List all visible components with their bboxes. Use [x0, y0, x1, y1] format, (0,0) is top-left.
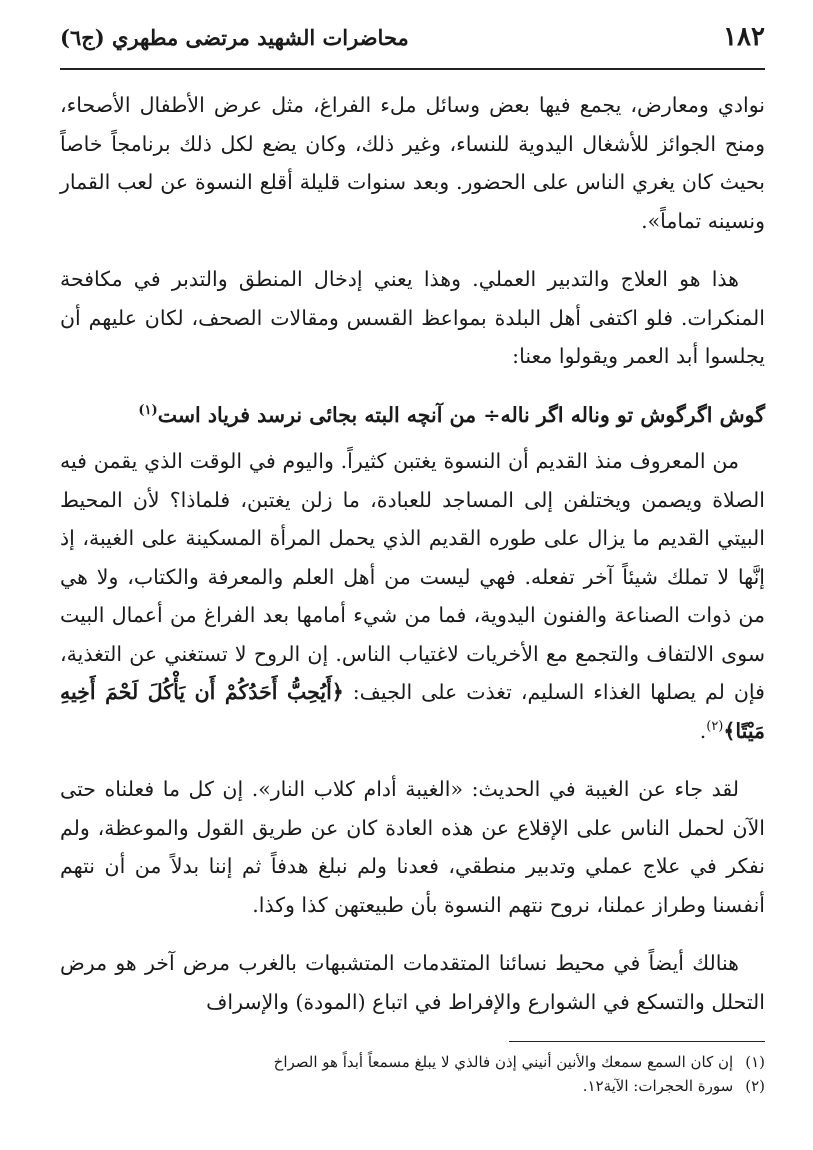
footnote-text: إن كان السمع سمعك والأنين أنيني إذن فالذي لا يبلغ مسمعاً أبداً هو الصراخ	[273, 1053, 734, 1071]
footnote-number: (١)	[745, 1053, 765, 1071]
paragraph	[60, 944, 765, 1021]
paragraph	[60, 770, 765, 924]
footnote-marker: (٢)	[706, 718, 724, 734]
footnote	[60, 1074, 765, 1098]
footnote	[60, 1050, 765, 1074]
footnotes	[60, 1050, 765, 1098]
poetry-verse	[60, 396, 765, 435]
page-header	[60, 22, 765, 66]
paragraph-text: هذا هو العلاج والتدبير العملي. وهذا يعني إدخال المنطق والتدبر في مكافحة المنكرات. فلو اكتفى أهل البلدة بمواعظ القسس ومقالات الصحف، لكان عليهم أن يجلسوا أبد العمر ويقولوا معنا:	[60, 267, 765, 368]
paragraph	[60, 86, 765, 240]
footnote-marker: (١)	[138, 402, 158, 418]
header-rule	[60, 68, 765, 70]
paragraph-text: من المعروف منذ القديم أن النسوة يغتبن كثيراً. واليوم في الوقت الذي يقمن فيه الصلاة ويصمن ويختلفن إلى المساجد للعبادة، ما زلن يغتبن، فلماذا؟ لأن المحيط البيتي القديم ما يزال على طوره القديم الذي يحمل المرأة المسكينة على الغيبة، إذ إنَّها لا تملك شيئاً آخر تفعله. فهي ليست من أهل العلم والمعرفة والكتاب، ولا هي من ذوات الصناعة والفنون اليدوية، فما من شيء أمامها بعد الفراغ من أعمال البيت سوى الالتفاف والتجمع مع الأخريات لاغتياب الناس. إن الروح لا تستغني عن التغذية، فإن لم يصلها الغذاء السليم، تغذت على الجيف:	[60, 449, 765, 704]
paragraph-text: لقد جاء عن الغيبة في الحديث: «الغيبة أدام كلاب النار». إن كل ما فعلناه حتى الآن لحمل الناس على الإقلاع عن هذه العادة كان عن طريق القول والموعظة، ولم نفكر في علاج عملي وتدبير منطقي، فعدنا ولم نبلغ هدفاً ثم إننا بدلاً من أن نتهم أنفسنا وطراز عملنا، نروح نتهم النسوة بأن طبيعتهن كذا وكذا.	[60, 777, 765, 917]
footnote-number: (٢)	[745, 1077, 765, 1095]
paragraph	[60, 442, 765, 750]
quran-quote: ﴿أَيُحِبُّ أَحَدُكُمْ أَن يَأْكُلَ لَحْمَ أَخِيهِ مَيْتًا﴾	[60, 680, 765, 743]
page-number: ١٨٢	[723, 22, 765, 52]
paragraph	[60, 260, 765, 376]
running-title: محاضرات الشهيد مرتضى مطهري (ج٦)	[60, 25, 409, 50]
verse-text: گوش اگرگوش تو وناله اگر ناله÷ من آنچه البته بجائى نرسد فرياد است	[157, 402, 765, 427]
paragraph-text: هنالك أيضاً في محيط نسائنا المتقدمات المتشبهات بالغرب مرض آخر هو مرض التحلل والتسكع في الشوارع والإفراط في اتباع (المودة) والإسراف	[60, 951, 765, 1014]
book-page	[60, 22, 765, 1098]
paragraph-text: نوادي ومعارض، يجمع فيها بعض وسائل ملء الفراغ، مثل عرض الأطفال الأصحاء، ومنح الجوائز للأشغال اليدوية للنساء، وغير ذلك، وكان يضع لكل ذلك برنامجاً خاصاً بحيث كان يغري الناس على الحضور. وبعد سنوات قليلة أقلع النسوة عن لعب القمار ونسينه تماماً».	[60, 93, 765, 233]
paragraph-end: .	[699, 718, 707, 743]
page-body	[60, 86, 765, 1021]
footnote-rule	[509, 1041, 765, 1042]
footnote-text: سورة الحجرات: الآية١٢.	[582, 1077, 734, 1095]
